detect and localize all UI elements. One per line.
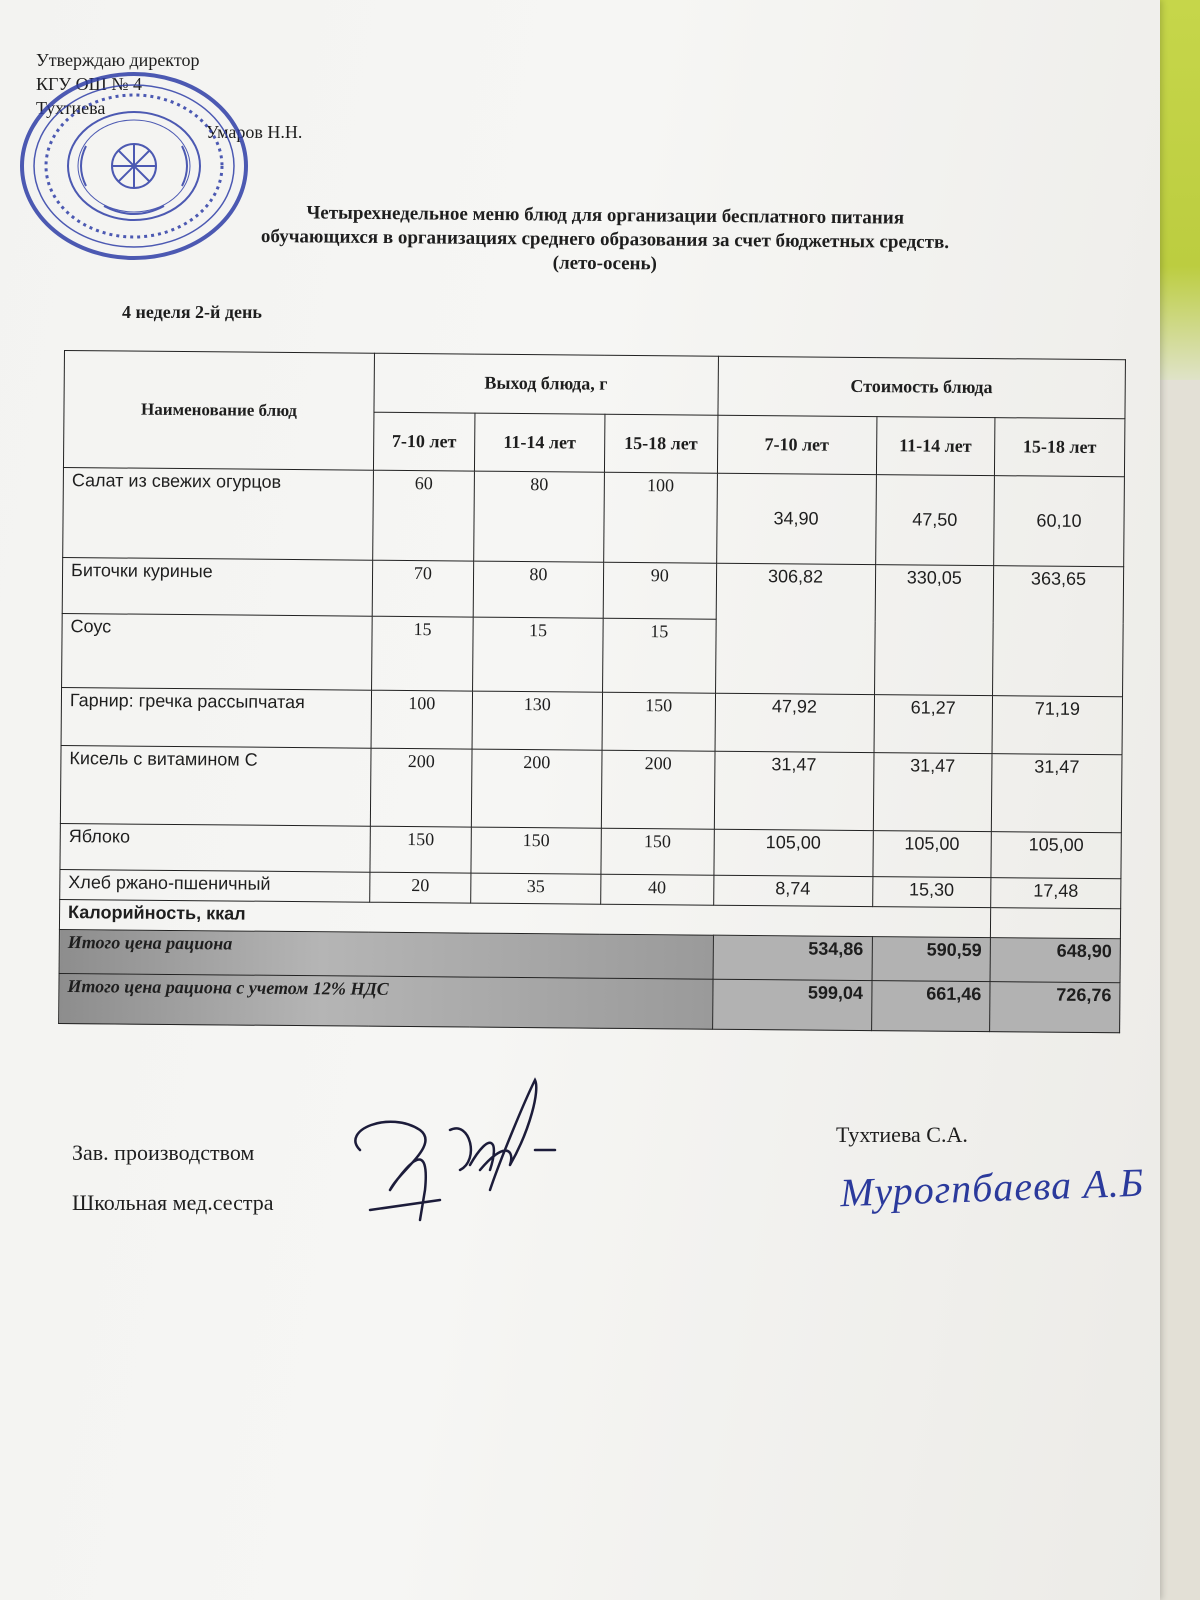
portion-weight: 150 bbox=[370, 826, 471, 873]
dish-cost: 15,30 bbox=[872, 877, 991, 908]
dish-cost: 17,48 bbox=[991, 878, 1121, 909]
table-row bbox=[62, 557, 1123, 622]
total-vat-value: 599,04 bbox=[712, 979, 871, 1030]
portion-weight: 70 bbox=[372, 560, 473, 617]
production-manager-label: Зав. производством bbox=[72, 1140, 255, 1165]
portion-weight: 80 bbox=[473, 561, 603, 618]
portion-weight: 80 bbox=[474, 471, 605, 562]
dish-cost: 61,27 bbox=[874, 695, 993, 754]
dish-cost: 60,10 bbox=[994, 476, 1125, 567]
header-dish-name: Наименование блюд bbox=[63, 351, 374, 471]
title-line: Четырехнедельное меню блюд для организации бесплатного питания bbox=[306, 202, 905, 229]
approval-line: Тухтиева bbox=[36, 98, 106, 118]
portion-weight: 200 bbox=[471, 749, 602, 828]
portion-weight: 200 bbox=[370, 748, 472, 827]
dish-name: Кисель с витамином С bbox=[60, 745, 371, 826]
portion-weight: 150 bbox=[601, 828, 714, 875]
dish-name: Биточки куриные bbox=[62, 557, 372, 616]
header-output: Выход блюда, г bbox=[374, 353, 718, 414]
header-age: 7-10 лет bbox=[373, 412, 474, 471]
header-age: 15-18 лет bbox=[994, 417, 1125, 477]
menu-table bbox=[58, 350, 1126, 1033]
approval-line: Утверждаю директор bbox=[36, 50, 200, 70]
dish-cost: 105,00 bbox=[872, 831, 991, 878]
calories-label: Калорийность, ккал bbox=[59, 899, 990, 937]
table-row bbox=[60, 745, 1122, 832]
portion-weight: 130 bbox=[472, 691, 603, 750]
table-row bbox=[63, 467, 1125, 566]
title-line: обучающихся в организациях среднего образования за счет бюджетных средств. bbox=[260, 225, 950, 254]
total-vat-row bbox=[59, 973, 1120, 1032]
dish-cost: 71,19 bbox=[992, 696, 1123, 755]
dish-cost: 31,47 bbox=[714, 751, 874, 830]
dish-cost: 31,47 bbox=[873, 753, 992, 832]
dish-name: Соус bbox=[62, 613, 373, 690]
portion-weight: 15 bbox=[371, 616, 473, 691]
portion-weight: 15 bbox=[472, 617, 603, 692]
signature-roles bbox=[72, 1128, 274, 1228]
total-value: 590,59 bbox=[872, 937, 991, 982]
handwritten-signature-icon bbox=[330, 1070, 570, 1240]
total-vat-label: Итого цена рациона с учетом 12% НДС bbox=[59, 973, 713, 1029]
nurse-signature: Мурогпбаева А.Б bbox=[839, 1159, 1145, 1216]
dish-cost: 105,00 bbox=[991, 832, 1121, 879]
portion-weight: 150 bbox=[471, 827, 601, 874]
header-age: 11-14 лет bbox=[876, 416, 995, 476]
portion-weight: 100 bbox=[371, 690, 472, 749]
portion-weight: 15 bbox=[602, 618, 715, 693]
dish-cost: 31,47 bbox=[991, 754, 1122, 833]
portion-weight: 150 bbox=[602, 692, 715, 751]
dish-cost: 34,90 bbox=[716, 473, 876, 564]
dish-cost: 8,74 bbox=[713, 875, 872, 906]
week-day-label: 4 неделя 2-й день bbox=[122, 302, 262, 322]
approval-line: КГУ ОШ № 4 bbox=[36, 74, 142, 94]
title-line: (лето-осень) bbox=[552, 252, 658, 275]
header-age: 7-10 лет bbox=[717, 415, 877, 475]
dish-cost: 306,82 bbox=[715, 563, 875, 694]
portion-weight: 60 bbox=[373, 470, 475, 561]
portion-weight: 35 bbox=[471, 873, 601, 904]
portion-weight: 90 bbox=[603, 562, 716, 619]
dish-name: Гарнир: гречка рассыпчатая bbox=[61, 687, 371, 748]
header-age: 15-18 лет bbox=[604, 414, 717, 473]
dish-cost: 363,65 bbox=[992, 566, 1123, 697]
header-age: 11-14 лет bbox=[474, 413, 605, 473]
total-vat-value: 661,46 bbox=[871, 981, 990, 1032]
portion-weight: 200 bbox=[601, 750, 714, 829]
total-value: 534,86 bbox=[713, 935, 872, 980]
calories-value bbox=[990, 908, 1120, 939]
header-cost: Стоимость блюда bbox=[717, 356, 1125, 418]
total-vat-value: 726,76 bbox=[990, 982, 1120, 1033]
approval-line: Умаров Н.Н. bbox=[206, 122, 303, 142]
dish-cost: 47,92 bbox=[715, 693, 875, 752]
total-value: 648,90 bbox=[990, 938, 1120, 983]
dish-cost: 47,50 bbox=[875, 475, 994, 566]
dish-name: Салат из свежих огурцов bbox=[63, 467, 374, 560]
portion-weight: 100 bbox=[604, 472, 717, 563]
header-row bbox=[64, 351, 1125, 419]
dish-name: Яблоко bbox=[60, 823, 370, 872]
portion-weight: 40 bbox=[601, 874, 714, 905]
dish-cost: 105,00 bbox=[713, 829, 872, 876]
document-title bbox=[140, 200, 1071, 280]
dish-name: Хлеб ржано-пшеничный bbox=[60, 869, 370, 902]
table-row bbox=[61, 687, 1122, 754]
total-label: Итого цена рациона bbox=[59, 929, 713, 979]
portion-weight: 20 bbox=[370, 872, 471, 903]
production-manager-name: Тухтиева С.А. bbox=[836, 1122, 968, 1147]
school-nurse-label: Школьная мед.сестра bbox=[72, 1190, 274, 1215]
dish-cost: 330,05 bbox=[874, 565, 994, 696]
